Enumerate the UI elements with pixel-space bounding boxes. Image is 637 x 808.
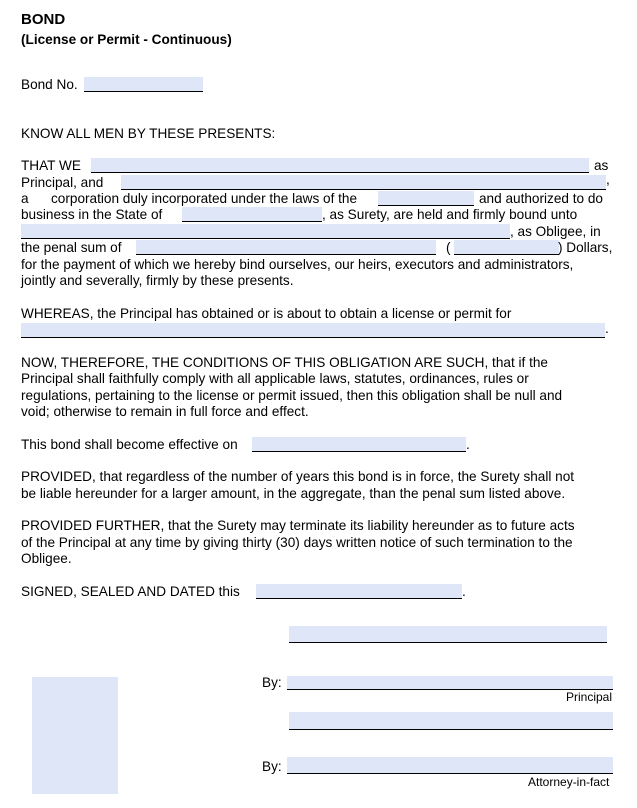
- provided-1: PROVIDED, that regardless of the number of years this bond is in force, the Surety shall not: [21, 469, 575, 484]
- that-we-label: THAT WE: [21, 158, 81, 173]
- bond-no-field[interactable]: [84, 77, 203, 92]
- obligee-field[interactable]: [21, 224, 510, 239]
- signed-date-field[interactable]: [256, 584, 462, 599]
- surety-name-field[interactable]: [121, 175, 606, 190]
- principal-name-sign-field[interactable]: [289, 626, 607, 643]
- by-label-1: By:: [262, 675, 282, 690]
- attorney-signature-field[interactable]: [287, 757, 613, 774]
- by-label-2: By:: [262, 759, 282, 774]
- effective-period: .: [466, 437, 470, 452]
- principal-and-label: Principal, and: [21, 175, 104, 190]
- license-permit-field[interactable]: [21, 323, 605, 338]
- penal-sum-label: the penal sum of: [21, 240, 122, 255]
- corporation-text: corporation duly incorporated under the laws of the: [51, 191, 358, 206]
- attorney-name-field[interactable]: [289, 712, 613, 730]
- document-subtitle: (License or Permit - Continuous): [21, 32, 232, 47]
- penal-sum-amount-field[interactable]: [454, 240, 559, 255]
- provided-2: be liable hereunder for a larger amount, in the aggregate, than the penal sum listed above.: [21, 486, 566, 501]
- principal-caption: Principal: [566, 690, 613, 704]
- as-label: as: [594, 158, 609, 173]
- whereas-text: WHEREAS, the Principal has obtained or is about to obtain a license or permit for: [21, 306, 512, 321]
- now-therefore-2: Principal shall faithfully comply with all applicable laws, statutes, ordinances, rules or: [21, 371, 529, 386]
- dollars-text: ) Dollars,: [558, 240, 613, 255]
- signed-text: SIGNED, SEALED AND DATED this: [21, 584, 240, 599]
- whereas-period: .: [605, 321, 609, 336]
- authorized-text: and authorized to do: [479, 191, 603, 206]
- payment-text-2: jointly and severally, firmly by these presents.: [21, 273, 294, 288]
- comma: ,: [606, 172, 610, 187]
- a-label: a: [21, 191, 29, 206]
- open-paren: (: [446, 240, 451, 255]
- incorporation-state-field[interactable]: [378, 191, 474, 206]
- principal-name-field[interactable]: [91, 158, 589, 173]
- bond-no-label: Bond No.: [21, 77, 78, 92]
- now-therefore-1: NOW, THEREFORE, THE CONDITIONS OF THIS OBLIGATION ARE SUCH, that if the: [21, 355, 548, 370]
- know-all-heading: KNOW ALL MEN BY THESE PRESENTS:: [21, 126, 276, 141]
- obligee-text: , as Obligee, in: [510, 224, 601, 239]
- provided-further-3: Obligee.: [21, 551, 72, 566]
- provided-further-2: of the Principal at any time by giving thirty (30) days written notice of such termination to the: [21, 535, 573, 550]
- business-state-field[interactable]: [182, 207, 322, 222]
- principal-signature-field[interactable]: [287, 676, 613, 690]
- payment-text-1: for the payment of which we hereby bind ourselves, our heirs, executors and administrators,: [21, 257, 574, 272]
- attorney-caption: Attorney-in-fact: [528, 775, 610, 789]
- effective-date-field[interactable]: [252, 437, 466, 452]
- surety-text: , as Surety, are held and firmly bound unto: [322, 207, 578, 222]
- seal-field[interactable]: [32, 677, 118, 794]
- now-therefore-3: regulations, pertaining to the license or permit issued, then this obligation shall be null and: [21, 388, 563, 403]
- business-text: business in the State of: [21, 207, 163, 222]
- signed-period: .: [462, 584, 466, 599]
- document-title: BOND: [21, 11, 66, 28]
- penal-sum-words-field[interactable]: [136, 240, 436, 255]
- effective-text: This bond shall become effective on: [21, 437, 238, 452]
- provided-further-1: PROVIDED FURTHER, that the Surety may terminate its liability hereunder as to future acts: [21, 518, 575, 533]
- now-therefore-4: void; otherwise to remain in full force and effect.: [21, 404, 309, 419]
